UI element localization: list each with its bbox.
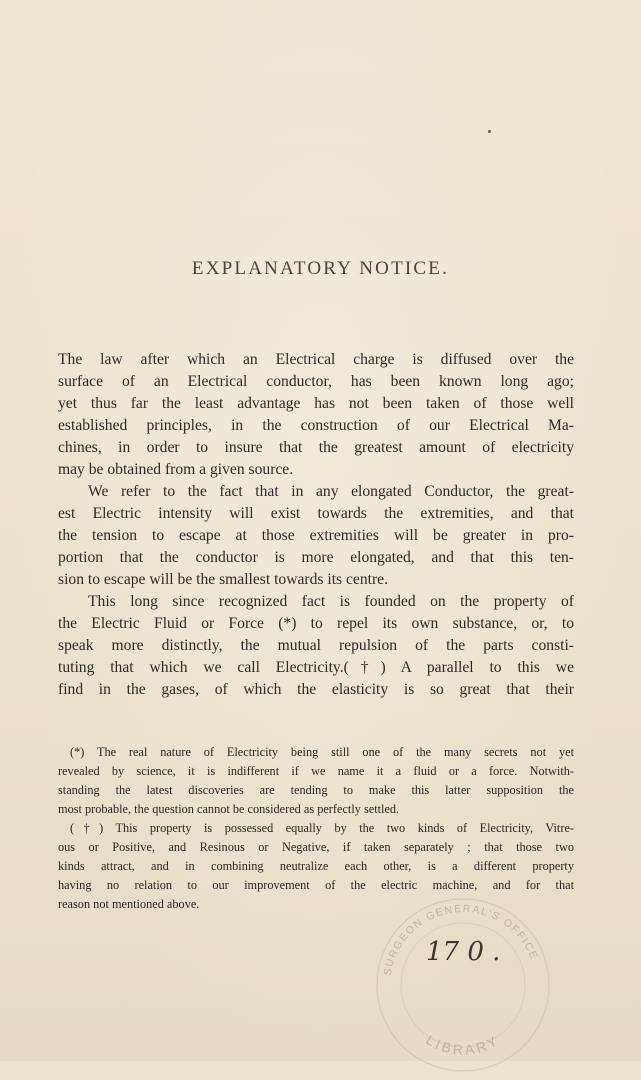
library-stamp bbox=[368, 890, 558, 1080]
page-title: EXPLANATORY NOTICE. bbox=[191, 258, 450, 279]
body-text bbox=[58, 349, 574, 701]
body-line: surface of an Electrical conductor, has been known long ago; bbox=[58, 373, 574, 390]
body-line: This long since recognized fact is founded on the property of bbox=[88, 593, 574, 610]
stamp-top-text: SURGEON GENERAL'S OFFICE bbox=[381, 902, 541, 977]
body-line: portion that the conductor is more elongated, and that this ten- bbox=[58, 549, 574, 566]
footnote-line: (†) This property is possessed equally by the two kinds of Electricity, Vitre- bbox=[70, 821, 574, 835]
body-line: We refer to the fact that in any elongated Conductor, the great- bbox=[88, 483, 574, 500]
stamp-handwritten-number: 17 0 . bbox=[426, 937, 501, 967]
footnote-line: revealed by science, it is indifferent if we name it a fluid or a force. Notwith- bbox=[58, 764, 574, 778]
body-line: the tension to escape at those extremities will be greater in pro- bbox=[58, 527, 574, 544]
footnote-line: ous or Positive, and Resinous or Negative, if taken separately ; that those two bbox=[58, 840, 574, 854]
body-line: may be obtained from a given source. bbox=[58, 461, 294, 478]
footnotes bbox=[58, 743, 574, 914]
body-line: speak more distinctly, the mutual repulsion of the parts consti- bbox=[58, 637, 574, 654]
body-line: The law after which an Electrical charge is diffused over the bbox=[58, 351, 574, 368]
footnote-line: most probable, the question cannot be considered as perfectly settled. bbox=[58, 802, 400, 816]
footnote-line: reason not mentioned above. bbox=[58, 897, 200, 911]
footnote-line: standing the latest discoveries are tending to make this latter supposition the bbox=[58, 783, 574, 797]
footnote-line: (*) The real nature of Electricity being still one of the many secrets not yet bbox=[70, 745, 574, 759]
body-line: est Electric intensity will exist towards the extremities, and that bbox=[58, 505, 574, 522]
stamp-bottom-text: LIBRARY bbox=[423, 1031, 503, 1058]
body-line: the Electric Fluid or Force (*) to repel its own substance, or, to bbox=[58, 615, 574, 632]
body-line: tuting that which we call Electricity.(†) A parallel to this we bbox=[58, 659, 574, 676]
body-line: sion to escape will be the smallest towards its centre. bbox=[58, 571, 388, 588]
body-line: chines, in order to insure that the greatest amount of electricity bbox=[58, 439, 574, 456]
ink-speck bbox=[488, 130, 491, 133]
body-line: find in the gases, of which the elasticity is so great that their bbox=[58, 681, 574, 698]
body-line: yet thus far the least advantage has not been taken of those well bbox=[58, 395, 574, 412]
footnote-line: having no relation to our improvement of the electric machine, and for that bbox=[58, 878, 574, 892]
footnote-line: kinds attract, and in combining neutralize each other, is a different property bbox=[58, 859, 574, 873]
body-line: established principles, in the construction of our Electrical Ma- bbox=[58, 417, 574, 434]
